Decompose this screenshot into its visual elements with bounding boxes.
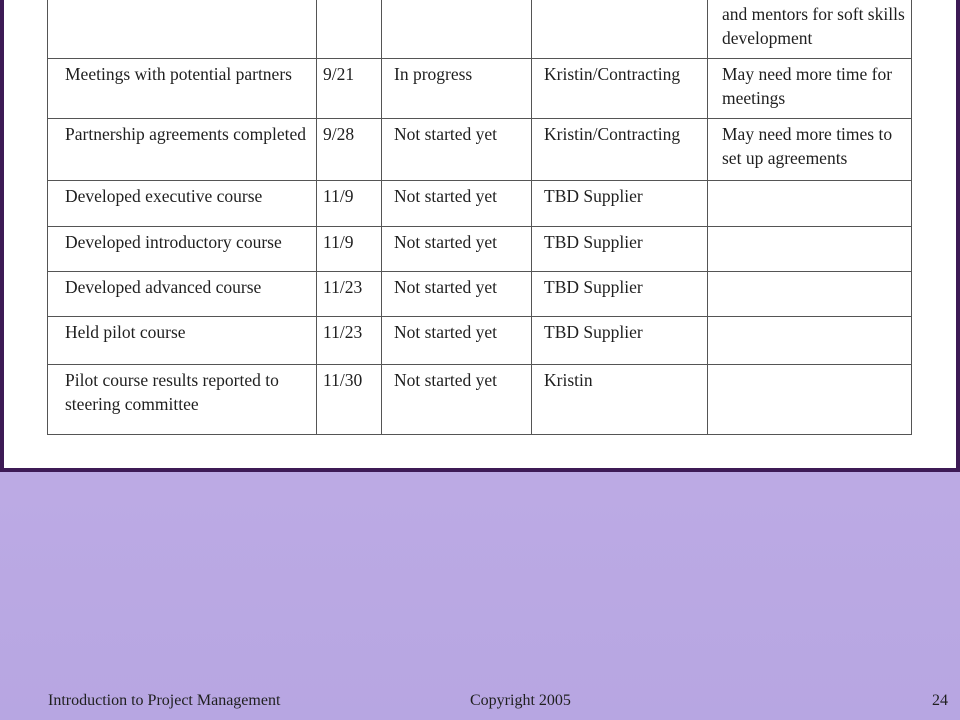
- cell-deliverable: [48, 0, 317, 59]
- cell-status: Not started yet: [382, 181, 532, 227]
- cell-status: Not started yet: [382, 272, 532, 317]
- cell-deliverable: Developed executive course: [48, 181, 317, 227]
- cell-issues: [708, 181, 912, 227]
- footer-copyright: Copyright 2005: [470, 692, 571, 709]
- cell-date: 11/9: [317, 181, 382, 227]
- cell-deliverable: Pilot course results reported to steering committee: [48, 365, 317, 435]
- cell-owner: Kristin/Contracting: [532, 119, 708, 181]
- cell-owner: TBD Supplier: [532, 227, 708, 272]
- cell-deliverable: Developed advanced course: [48, 272, 317, 317]
- cell-deliverable: Developed introductory course: [48, 227, 317, 272]
- cell-status: In progress: [382, 59, 532, 119]
- cell-status: [382, 0, 532, 59]
- cell-status: Not started yet: [382, 119, 532, 181]
- table-row: [48, 181, 912, 227]
- table-row: [48, 272, 912, 317]
- footer-page-number: 24: [932, 692, 948, 709]
- cell-deliverable: Meetings with potential partners: [48, 59, 317, 119]
- slide-footer: [0, 692, 960, 716]
- cell-status: Not started yet: [382, 317, 532, 365]
- table-row: [48, 227, 912, 272]
- cell-deliverable: Held pilot course: [48, 317, 317, 365]
- schedule-table: [47, 0, 912, 435]
- cell-issues: May need more time for meetings: [708, 59, 912, 119]
- table-row: [48, 0, 912, 59]
- cell-owner: TBD Supplier: [532, 181, 708, 227]
- cell-issues: [708, 317, 912, 365]
- cell-date: 11/23: [317, 272, 382, 317]
- table-row: [48, 59, 912, 119]
- cell-date: 11/30: [317, 365, 382, 435]
- cell-date: 11/9: [317, 227, 382, 272]
- cell-owner: TBD Supplier: [532, 317, 708, 365]
- cell-issues: and mentors for soft skills development: [708, 0, 912, 59]
- table-row: [48, 119, 912, 181]
- cell-owner: [532, 0, 708, 59]
- table-row: [48, 365, 912, 435]
- cell-issues: [708, 365, 912, 435]
- cell-date: [317, 0, 382, 59]
- cell-date: 11/23: [317, 317, 382, 365]
- footer-course-title: Introduction to Project Management: [48, 692, 281, 709]
- cell-status: Not started yet: [382, 365, 532, 435]
- cell-issues: [708, 227, 912, 272]
- table-row: [48, 317, 912, 365]
- cell-owner: Kristin: [532, 365, 708, 435]
- cell-date: 9/21: [317, 59, 382, 119]
- schedule-table-body: [48, 0, 912, 435]
- cell-status: Not started yet: [382, 227, 532, 272]
- cell-deliverable: Partnership agreements completed: [48, 119, 317, 181]
- cell-issues: [708, 272, 912, 317]
- cell-date: 9/28: [317, 119, 382, 181]
- cell-owner: TBD Supplier: [532, 272, 708, 317]
- cell-owner: Kristin/Contracting: [532, 59, 708, 119]
- cell-issues: May need more times to set up agreements: [708, 119, 912, 181]
